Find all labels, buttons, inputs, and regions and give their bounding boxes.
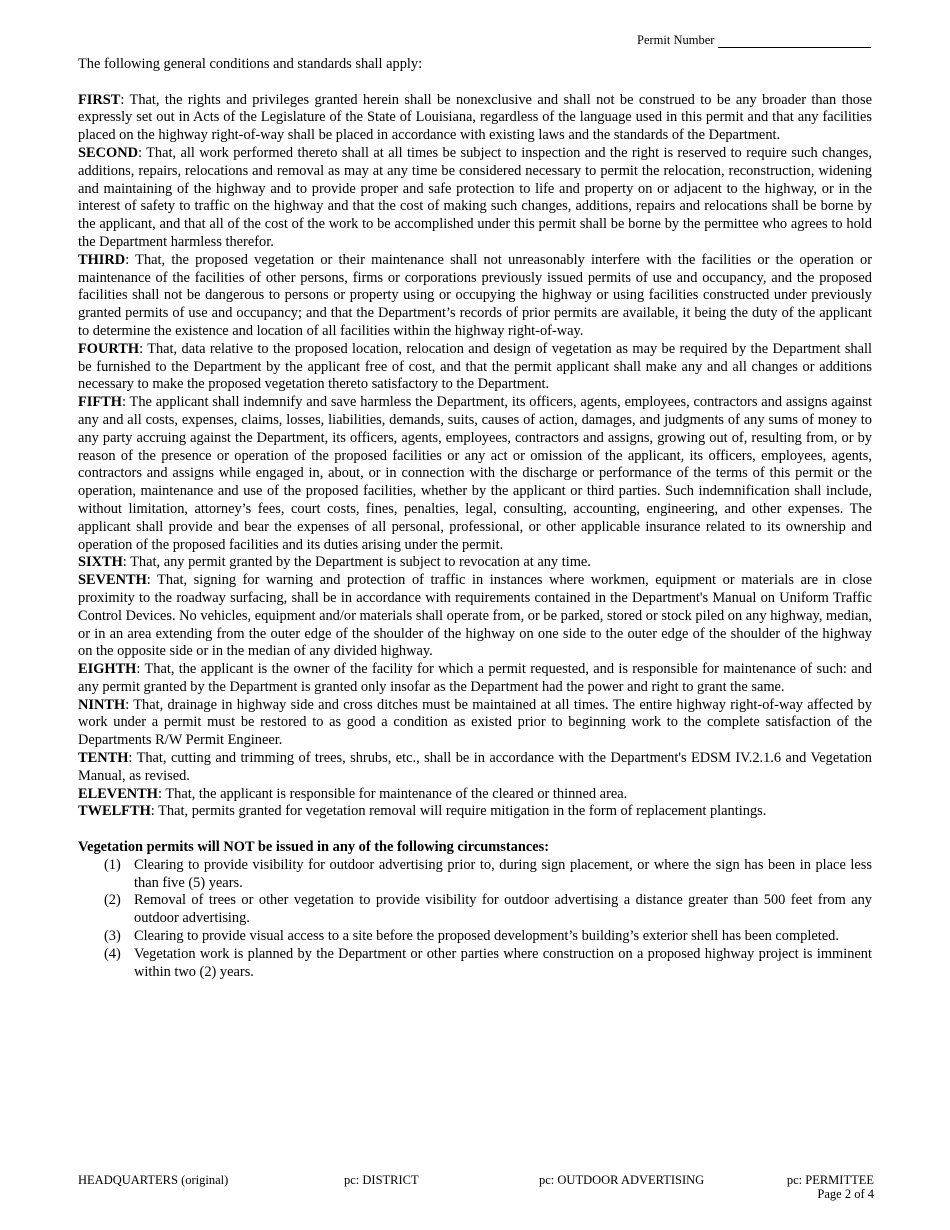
clause-separator: : (122, 554, 131, 571)
footer-headquarters: HEADQUARTERS (original) (78, 1173, 229, 1187)
clause-tenth (78, 750, 872, 786)
clause-label: SEVENTH (78, 572, 147, 589)
clause-ninth (78, 697, 872, 750)
clause-separator: : (125, 251, 136, 268)
clause-text: That, all work performed thereto shall at all times be subject to inspection and the right is reserved to require such changes, additions, repairs, relocations and removal as may at any time be considered necessary to permit the relocation, reconstruction, widening and maintaining of the highway and to provide proper and safe protection to life and property on or adjacent to the highway, or in the interest of safety to traffic on the highway and that the cost of making such changes, additions, repairs and relocations shall be borne by the applicant, and that all of the cost of the work to be accomplished under this permit shall be borne by the permittee who agrees to hold the Department harmless therefor. (78, 144, 872, 250)
clause-label: FIRST (78, 91, 121, 108)
clause-text: That, cutting and trimming of trees, shrubs, etc., shall be in accordance with the Department's EDSM IV.2.1.6 and Vegetation Manual, as revised. (78, 750, 872, 784)
clause-separator: : (128, 750, 137, 767)
clause-label: NINTH (78, 696, 126, 713)
clause-eleventh (78, 786, 872, 804)
clause-label: EIGHTH (78, 661, 137, 678)
clause-first (78, 92, 872, 145)
clause-label: FIFTH (78, 394, 122, 411)
clause-text: That, the applicant is responsible for maintenance of the cleared or thinned area. (165, 785, 628, 802)
clause-separator: : (121, 394, 130, 411)
clause-label: TWELFTH (78, 803, 151, 820)
list-item (78, 857, 872, 893)
list-item (78, 892, 872, 928)
clause-label: SECOND (78, 144, 138, 161)
clause-label: THIRD (78, 251, 126, 268)
clause-separator: : (150, 803, 159, 820)
intro-text: The following general conditions and standards shall apply: (78, 56, 423, 72)
clause-second (78, 145, 872, 252)
document-body (78, 56, 872, 981)
clause-label: TENTH (78, 750, 129, 767)
clause-text: That, signing for warning and protection of traffic in instances where workmen, equipment or materials are in close proximity to the roadway surfacing, shall be in accordance with requirements contained in the Department's Manual on Uniform Traffic Control Devices. No vehicles, equipment and/or materials shall operate from, or be parked, stored or stock piled on any highway, median, or in an area extending from the outer edge of the shoulder of the highway on one side to the outer edge of the shoulder of the highway on the opposite side or in the median of any divided highway. (78, 572, 872, 660)
clause-text: That, any permit granted by the Department is subject to revocation at any time. (130, 554, 591, 571)
clause-label: ELEVENTH (78, 785, 158, 802)
clause-label: FOURTH (78, 340, 140, 357)
clause-seventh (78, 572, 872, 661)
clause-sixth (78, 554, 872, 572)
list-item-text: Clearing to provide visual access to a site before the proposed development’s building’s exterior shell has been completed. (134, 928, 839, 945)
clause-eighth (78, 661, 872, 697)
list-item-text: Clearing to provide visibility for outdoor advertising prior to, during sign placement, or where the sign has been in place less than five (5) years. (134, 856, 872, 891)
clause-fifth (78, 394, 872, 554)
clause-separator: : (139, 340, 148, 357)
page-number: Page 2 of 4 (817, 1187, 874, 1201)
clause-label: SIXTH (78, 554, 123, 571)
clause-twelfth (78, 803, 872, 821)
footer-outdoor-advertising: pc: OUTDOOR ADVERTISING (539, 1173, 705, 1187)
clause-text: That, data relative to the proposed location, relocation and design of vegetation as may be required by the Department shall be furnished to the Department by the applicant free of cost, and that the permit applicant shall make any and all changes or additions necessary to make the proposed vegetation thereto satisfactory to the Department. (78, 340, 872, 393)
permit-number-field (637, 33, 871, 48)
list-item-number: (1) (104, 856, 121, 873)
page-footer (78, 1173, 874, 1201)
clause-text: That, the rights and privileges granted herein shall be nonexclusive and shall not be construed to be any broader than those expressly set out in Acts of the Legislature of the State of Louisiana, regardless of the language used in this permit and that any facilities placed on the highway right-of-way shall be placed in accordance with existing laws and the standards of the Department. (78, 91, 872, 144)
distribution-row (78, 1173, 874, 1187)
clause-text: That, the applicant is the owner of the facility for which a permit requested, and is responsible for maintenance of such: and any permit granted by the Department is granted only insofar as the Department had the power and right to grant the same. (78, 661, 873, 695)
footer-district: pc: DISTRICT (344, 1173, 419, 1187)
footer-permittee: pc: PERMITTEE (786, 1173, 874, 1187)
list-item (78, 946, 872, 982)
general-conditions (78, 92, 872, 822)
vegetation-heading: Vegetation permits will NOT be issued in any of the following circumstances: (78, 839, 550, 856)
clause-third (78, 252, 872, 341)
list-item (78, 928, 872, 946)
list-item-text: Removal of trees or other vegetation to provide visibility for outdoor advertising a distance greater than 500 feet from any outdoor advertising. (134, 892, 872, 927)
clause-separator: : (136, 661, 145, 678)
clause-text: That, permits granted for vegetation removal will require mitigation in the form of replacement plantings. (158, 803, 767, 820)
clause-text: That, the proposed vegetation or their maintenance shall not unreasonably interfere with the facilities or the operation or maintenance of the facilities of other persons, firms or corporations previously issued permits of use and occupancy, and the proposed facilities shall not be dangerous to persons or property using or occupying the highway or using facilities constructed under previously granted permits of use and occupancy; and that the Department’s records of prior permits are available, it being the duty of the applicant to determine the existence and location of all facilities within the highway right-of-way. (78, 251, 872, 339)
list-item-number: (4) (104, 945, 121, 962)
clause-text: That, drainage in highway side and cross ditches must be maintained at all times. The entire highway right-of-way affected by work under a permit must be restored to as good a condition as existed prior to beginning work to the complete satisfaction of the Departments R/W Permit Engineer. (78, 696, 872, 749)
clause-text: The applicant shall indemnify and save harmless the Department, its officers, agents, employees, contractors and assigns against any and all costs, expenses, claims, losses, liabilities, demands, suits, causes of action, damages, and judgments of any sums of money to any party accruing against the Department, its officers, agents, employees, contractors and assigns, growing out of, resulting from, or by reason of the presence or operation of the proposed facilities or any act or omission of the applicant, its officers, employees, agents, contractors and assigns while engaged in, about, or in connection with the discharge or performance of the terms of this permit or the operation, maintenance and use of the proposed facilities, whether by the applicant or third parties. Such indemnification shall include, without limitation, attorney’s fees, court costs, fines, penalties, legal, consulting, accounting, engineering, and other expenses. The applicant shall provide and bear the expenses of all personal, professional, or other applicable insurance related to its ownership and operation of the proposed facilities and its duties arising under the permit. (78, 394, 872, 553)
clause-separator: : (137, 144, 147, 161)
clause-separator: : (157, 785, 166, 802)
list-item-number: (2) (104, 892, 121, 909)
permit-number-label: Permit Number (637, 33, 715, 47)
clause-separator: : (125, 696, 134, 713)
list-item-text: Vegetation work is planned by the Department or other parties where construction on a proposed highway project is imminent within two (2) years. (134, 945, 872, 980)
vegetation-exclusion-list (78, 857, 872, 982)
clause-separator: : (120, 91, 130, 108)
permit-number-blank-line (718, 34, 871, 48)
list-item-number: (3) (104, 928, 121, 945)
clause-separator: : (146, 572, 158, 589)
clause-fourth (78, 341, 872, 394)
